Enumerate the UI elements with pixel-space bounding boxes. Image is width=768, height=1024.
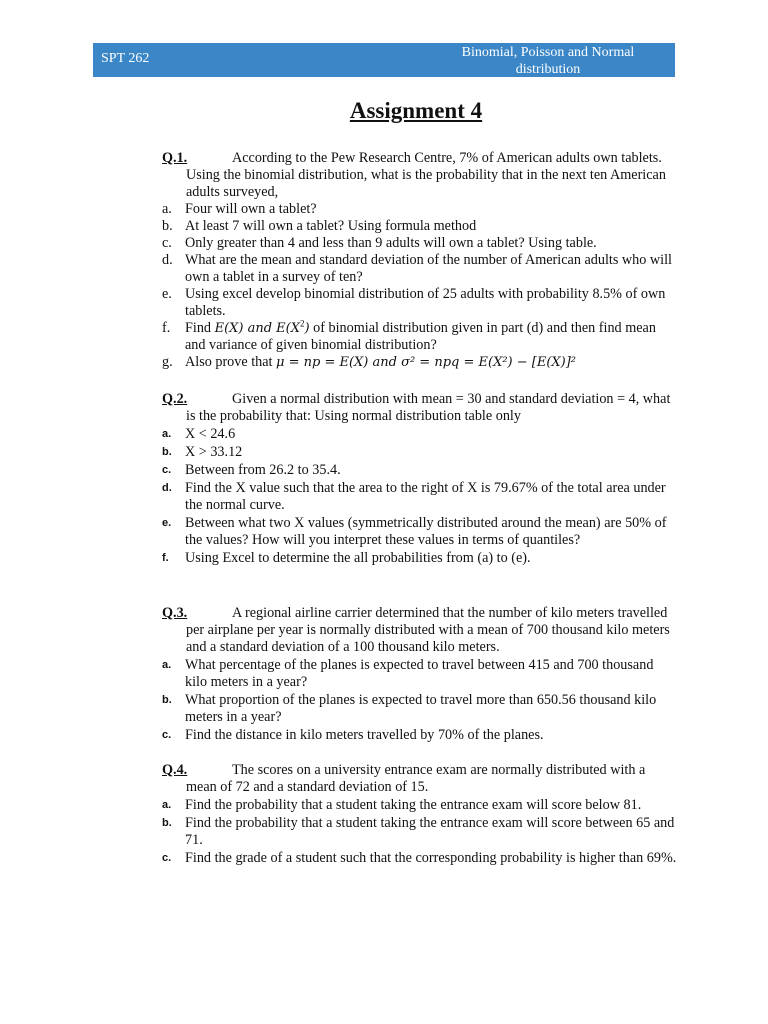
document-header <box>93 43 675 77</box>
item-label: c. <box>162 852 172 864</box>
item-label: c. <box>162 729 172 741</box>
list-item <box>162 657 677 691</box>
list-item <box>162 550 677 567</box>
item-label: a. <box>162 428 172 440</box>
list-item <box>162 426 677 443</box>
question-3-text <box>162 605 677 656</box>
list-item <box>162 201 677 218</box>
list-item <box>162 320 677 354</box>
list-item <box>162 235 677 252</box>
question-number: Q.4. <box>162 762 188 778</box>
page-title: Assignment 4 <box>349 98 483 123</box>
list-item <box>162 797 677 814</box>
question-1-text <box>162 150 677 201</box>
item-label: a. <box>162 799 172 811</box>
question-body: A regional airline carrier determined that the number of kilo meters travelled per airplane per year is normally distributed with a mean of 700 thousand kilo meters and a standard deviation of a 100 thousand kilo meters. <box>186 605 670 655</box>
question-body: The scores on a university entrance exam are normally distributed with a mean of 72 and a standard deviation of 15. <box>186 762 646 795</box>
item-text: Using excel develop binomial distribution of 25 adults with probability 8.5% of own tablets. <box>185 286 666 319</box>
list-item <box>162 354 677 371</box>
item-text-pre: Also prove that <box>185 354 277 370</box>
list-item <box>162 692 677 726</box>
item-label: g. <box>162 354 173 370</box>
item-text: What proportion of the planes is expected to travel more than 650.56 thousand kilo meters in a year? <box>185 692 657 725</box>
list-item <box>162 515 677 549</box>
item-text: X > 33.12 <box>185 444 243 460</box>
list-item <box>162 252 677 286</box>
item-text-post: of binomial distribution given in part (d) and then find mean and variance of given binomial distribution? <box>185 320 656 353</box>
item-text: Four will own a tablet? <box>185 201 317 217</box>
item-label: f. <box>162 320 171 336</box>
header-topic: Binomial, Poisson and Normal distribution <box>461 45 635 77</box>
item-text: Find the distance in kilo meters travelled by 70% of the planes. <box>185 727 544 743</box>
item-label: b. <box>162 694 172 706</box>
item-text: Find the grade of a student such that the corresponding probability is higher than 69%. <box>185 850 677 866</box>
list-item <box>162 462 677 479</box>
item-text: Find the X value such that the area to the right of X is 79.67% of the total area under the normal curve. <box>185 480 666 513</box>
assignment-content <box>162 150 677 867</box>
item-text: X < 24.6 <box>185 426 236 442</box>
question-body: According to the Pew Research Centre, 7% of American adults own tablets. Using the binomial distribution, what is the probability that in the next ten American adults surveyed, <box>186 150 666 200</box>
question-body: Given a normal distribution with mean = 30 and standard deviation = 4, what is the probability that: Using normal distribution table only <box>186 391 671 424</box>
item-label: c. <box>162 235 172 251</box>
list-item <box>162 218 677 235</box>
item-label: b. <box>162 218 173 234</box>
question-number: Q.1. <box>162 150 188 166</box>
question-number: Q.3. <box>162 605 188 621</box>
list-item <box>162 286 677 320</box>
item-label: b. <box>162 817 172 829</box>
question-2 <box>162 391 677 567</box>
item-text: Find the probability that a student taking the entrance exam will score between 65 and 71. <box>185 815 675 848</box>
item-text: Between what two X values (symmetrically distributed around the mean) are 50% of the values? How will you interpret these values in terms of quantiles? <box>185 515 667 548</box>
item-label: b. <box>162 446 172 458</box>
item-text: Find the probability that a student taking the entrance exam will score below 81. <box>185 797 642 813</box>
item-label: c. <box>162 464 172 476</box>
math-expression: μ = np = E(X) and σ² = npq = E(X²) − [E(X)]² <box>276 355 577 370</box>
list-item <box>162 480 677 514</box>
item-label: a. <box>162 201 172 217</box>
question-1 <box>162 150 677 371</box>
question-number: Q.2. <box>162 391 188 407</box>
list-item <box>162 727 677 744</box>
question-4-text <box>162 762 677 796</box>
item-text: Only greater than 4 and less than 9 adults will own a tablet? Using table. <box>185 235 597 251</box>
item-text: What are the mean and standard deviation of the number of American adults who will own a tablet in a survey of ten? <box>185 252 672 285</box>
item-label: e. <box>162 517 172 529</box>
list-item <box>162 850 677 867</box>
math-superscript: 2 <box>300 318 305 329</box>
item-label: a. <box>162 659 172 671</box>
item-label: d. <box>162 252 173 268</box>
item-label: f. <box>162 552 169 564</box>
item-text: Between from 26.2 to 35.4. <box>185 462 341 478</box>
question-3 <box>162 605 677 744</box>
item-text: At least 7 will own a tablet? Using formula method <box>185 218 477 234</box>
question-4 <box>162 762 677 867</box>
course-code: SPT 262 <box>101 51 150 66</box>
item-label: d. <box>162 482 172 494</box>
list-item <box>162 815 677 849</box>
item-text: What percentage of the planes is expected to travel between 415 and 700 thousand kilo meters in a year? <box>185 657 654 690</box>
math-paren: ) <box>304 321 310 336</box>
question-2-text <box>162 391 677 425</box>
list-item <box>162 444 677 461</box>
item-text-pre: Find <box>185 320 215 336</box>
math-expression: E(X) and E(X <box>214 321 300 336</box>
item-label: e. <box>162 286 172 302</box>
item-text: Using Excel to determine the all probabilities from (a) to (e). <box>185 550 531 566</box>
